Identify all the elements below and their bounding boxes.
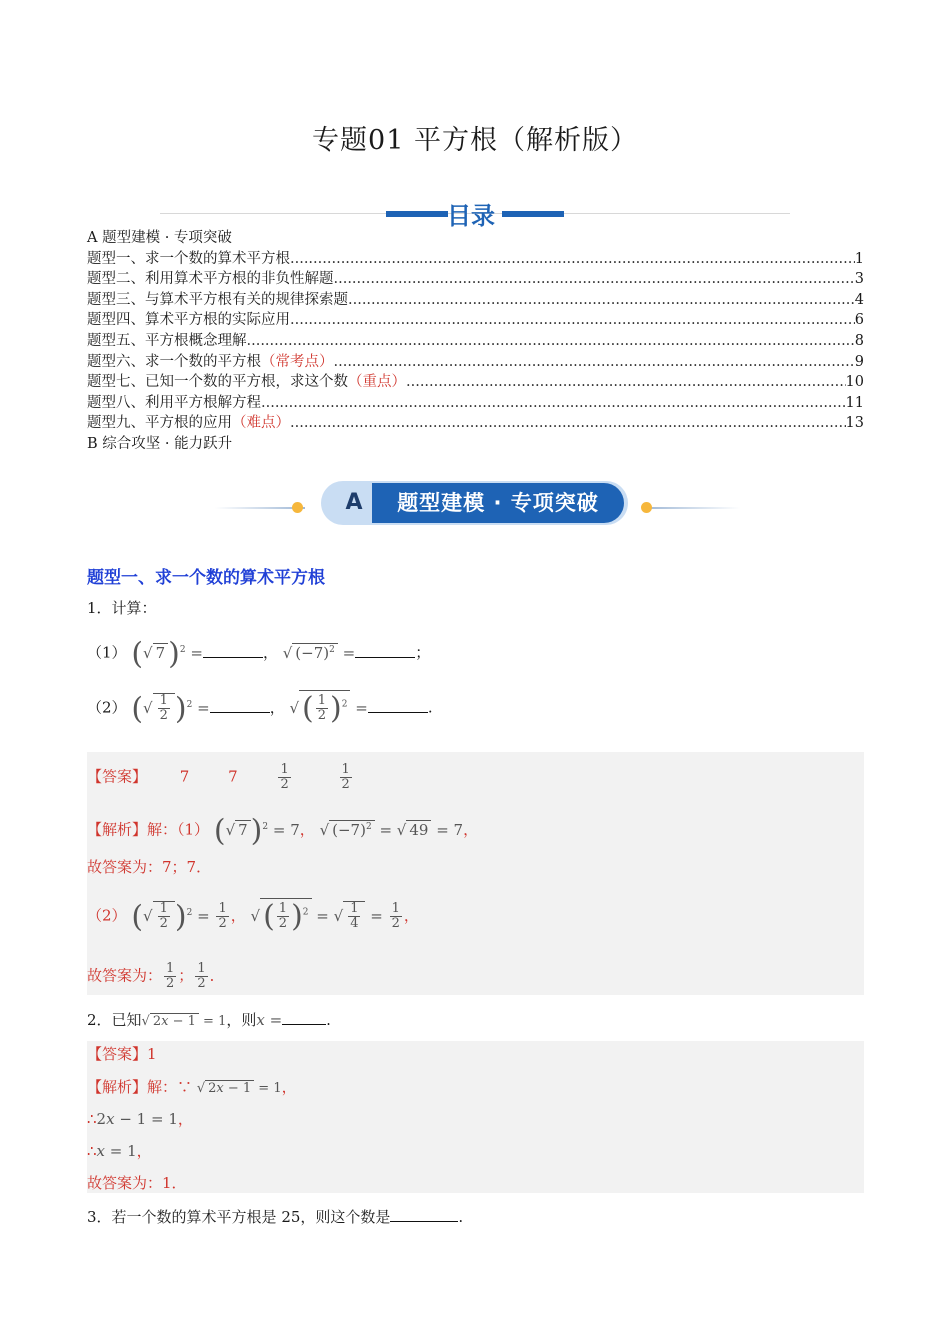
question-1-part-2: （2） (√ $\frac{1}{2}$ )$^2$ = ， √ ( $\frac{1}{2}$ )$^2$ = . [87, 691, 433, 726]
answer-value: 7 [179, 767, 190, 786]
banner-text: 题型建模 · 专项突破 [372, 483, 624, 523]
toc-item-page: 6 [854, 312, 864, 329]
stem-text: 3．若一个数的算术平方根是 25，则这个数是 [87, 1208, 391, 1226]
analysis-intro: 解：（1） [147, 820, 210, 839]
toc-part-a[interactable]: A 题型建模 · 专项突破 [87, 230, 232, 246]
stem-text: 2．已知 [87, 1011, 142, 1029]
toc-item-page: 11 [845, 394, 864, 411]
toc-item-page: 10 [845, 374, 864, 391]
toc-item-tag: （重点） [348, 374, 406, 391]
toc-item-page: 13 [845, 415, 864, 432]
toc-item-label: 题型五、平方根概念理解 [87, 332, 247, 349]
toc-leader-dots [348, 290, 855, 311]
toc-item[interactable] [87, 290, 864, 311]
toc-leader-dots [261, 393, 846, 414]
part-label: （2） [87, 698, 127, 717]
question-3-stem: 3．若一个数的算术平方根是 25，则这个数是 . [87, 1208, 464, 1226]
analysis-intro: 解：∵ [147, 1078, 193, 1096]
answer-1 [87, 763, 354, 792]
math-expression: x = [256, 1011, 283, 1029]
math-expression: (√ 7 )$^2$ = [131, 636, 203, 671]
banner-dot-right [641, 502, 652, 513]
stem-text: ，则 [226, 1011, 257, 1029]
answer-blank[interactable] [210, 698, 270, 713]
question-2-stem: 2．已知√ 2x − 1 = 1，则x = . [87, 1011, 331, 1029]
toc-item[interactable] [87, 249, 864, 270]
toc-heading: 目录 [447, 202, 495, 230]
analysis-1: 【解析】解：（1） (√ 7 )$^2$ = 7， √ $(-7)^2$ = √ 49 = 7， [87, 813, 479, 848]
result-1: 故答案为：7；7． [87, 858, 212, 876]
toc-item-label: 题型四、算术平方根的实际应用 [87, 312, 290, 329]
math-expression: (√ $\frac{1}{2}$ )$^2$ = $\frac{1}{2}$ [131, 899, 227, 934]
toc-leader-dots [334, 352, 855, 373]
toc-item-page: 3 [854, 271, 864, 288]
part-label: （1） [87, 643, 127, 662]
toc-item-page: 1 [854, 250, 864, 267]
toc-item-label: 题型六、求一个数的平方根 [87, 353, 261, 370]
toc-leader-dots [290, 413, 846, 434]
answer-blank[interactable] [368, 698, 428, 713]
toc-bar-left [386, 211, 448, 217]
banner-dot-left [292, 502, 303, 513]
math-expression: √ $(-7)^2$ = [282, 643, 356, 662]
math-expression: √ $(-7)^2$ = √ 49 = 7 [319, 820, 464, 839]
analysis-2-step-2: ∴x = 1， [87, 1142, 152, 1160]
answer-fraction: $\frac{1}{2}$ [166, 961, 175, 991]
toc-leader-dots [247, 331, 855, 352]
answer-fraction: $\frac{1}{2}$ [280, 762, 289, 792]
therefore-symbol: ∴ [87, 1142, 97, 1160]
math-expression: √ 2x − 1 = 1 [196, 1081, 282, 1096]
result-prefix: 故答案为： [87, 966, 163, 985]
toc-item[interactable] [87, 331, 864, 352]
therefore-symbol: ∴ [87, 1110, 97, 1128]
table-of-contents [87, 228, 864, 455]
toc-item-label: 题型三、与算术平方根有关的规律探索题 [87, 291, 348, 308]
answer-fraction: $\frac{1}{2}$ [341, 762, 350, 792]
math-expression: (√ 7 )$^2$ = 7 [213, 813, 300, 848]
toc-part-b[interactable]: B 综合攻坚 · 能力跃升 [87, 435, 233, 452]
toc-item-tag: （难点） [232, 415, 290, 432]
toc-item-label: 题型一、求一个数的算术平方根 [87, 250, 290, 267]
math-expression: √ ( $\frac{1}{2}$ )$^2$ = √ $\frac{1}{4}$ = $\frac{1}{2}$ [250, 899, 400, 934]
math-expression: √ 2x − 1 = 1 [141, 1014, 227, 1029]
analysis-label: 【解析】 [87, 820, 148, 839]
result-1-part-2: 故答案为： $\frac{1}{2}$ ； $\frac{1}{2}$ ． [87, 961, 225, 991]
toc-item-tag: （常考点） [261, 353, 334, 370]
toc-item-page: 9 [854, 353, 864, 370]
toc-item[interactable] [87, 310, 864, 331]
toc-item-label: 题型八、利用平方根解方程 [87, 394, 261, 411]
question-1-part-1: （1） (√ 7 )$^2$ = ， √ $(-7)^2$ = ； [87, 636, 431, 671]
analysis-2-step-1: ∴2x − 1 = 1， [87, 1110, 193, 1128]
toc-item-label: 题型二、利用算术平方根的非负性解题 [87, 271, 334, 288]
toc-item[interactable] [87, 372, 864, 393]
toc-item[interactable] [87, 352, 864, 373]
toc-item-label: 题型七、已知一个数的平方根，求这个数 [87, 374, 348, 391]
section-heading: 题型一、求一个数的算术平方根 [87, 568, 325, 588]
analysis-2: 【解析】解：∵ √ 2x − 1 = 1， [87, 1078, 297, 1096]
answer-box-2 [87, 1041, 864, 1193]
math-expression: x = 1 [96, 1142, 137, 1160]
answer-blank[interactable] [282, 1010, 326, 1025]
math-expression: 2x − 1 = 1 [96, 1110, 178, 1128]
toc-item[interactable] [87, 393, 864, 414]
answer-label: 【答案】 [87, 1045, 148, 1063]
answer-blank[interactable] [390, 1207, 458, 1222]
toc-item[interactable] [87, 413, 864, 434]
math-expression: (√ $\frac{1}{2}$ )$^2$ = [131, 691, 210, 726]
answer-2 [87, 1043, 157, 1064]
math-expression: √ ( $\frac{1}{2}$ )$^2$ = [289, 691, 368, 726]
banner-letter: A [345, 490, 363, 515]
answer-blank[interactable] [355, 643, 415, 658]
toc-leader-dots [334, 269, 855, 290]
result-2: 故答案为：1． [87, 1174, 187, 1192]
answer-value: 7 [228, 767, 238, 786]
part-label: （2） [87, 906, 127, 925]
toc-leader-dots [290, 310, 855, 331]
toc-item-page: 4 [854, 291, 864, 308]
analysis-label: 【解析】 [87, 1078, 148, 1096]
answer-fraction: $\frac{1}{2}$ [197, 961, 206, 991]
toc-leader-dots [406, 372, 846, 393]
toc-item-label: 题型九、平方根的应用 [87, 415, 232, 432]
toc-item-page: 8 [854, 332, 864, 349]
answer-label: 【答案】 [87, 767, 148, 786]
answer-blank[interactable] [203, 643, 263, 658]
banner-line-right [645, 507, 740, 509]
toc-bar-right [502, 211, 564, 217]
answer-value: 1 [147, 1045, 157, 1063]
page-title: 专题01 平方根（解析版） [312, 125, 638, 156]
analysis-1-part-2: （2） (√ $\frac{1}{2}$ )$^2$ = $\frac{1}{2}$ ， √ ( $\frac{1}{2}$ )$^2$ = √ $\frac{1}{4}$ = $\frac{1}{2}$ ， [87, 899, 419, 934]
toc-leader-dots [290, 249, 855, 270]
question-1-stem: 1．计算： [87, 599, 157, 617]
toc-item[interactable] [87, 269, 864, 290]
